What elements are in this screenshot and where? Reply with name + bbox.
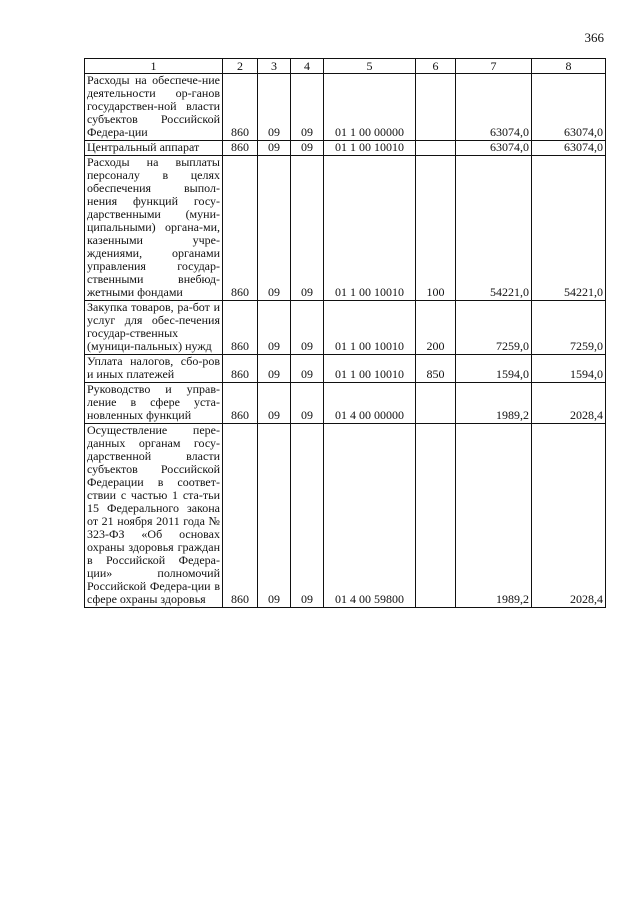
table-row xyxy=(85,383,606,424)
cell-subsection: 09 xyxy=(291,424,324,608)
cell-target-article: 01 1 00 10010 xyxy=(324,141,416,156)
cell-ministry: 860 xyxy=(223,383,258,424)
header-cell: 3 xyxy=(258,59,291,74)
cell-amount-2: 1594,0 xyxy=(532,355,606,383)
cell-amount-2: 2028,4 xyxy=(532,424,606,608)
row-name: Центральный аппарат xyxy=(85,141,223,156)
budget-table xyxy=(84,58,606,608)
cell-amount-2: 7259,0 xyxy=(532,301,606,355)
header-cell: 1 xyxy=(85,59,223,74)
table-row xyxy=(85,424,606,608)
cell-expense-type: 850 xyxy=(416,355,456,383)
cell-amount-1: 1594,0 xyxy=(456,355,532,383)
cell-ministry: 860 xyxy=(223,424,258,608)
table-row xyxy=(85,141,606,156)
cell-amount-1: 63074,0 xyxy=(456,74,532,141)
header-cell: 8 xyxy=(532,59,606,74)
cell-subsection: 09 xyxy=(291,141,324,156)
cell-subsection: 09 xyxy=(291,355,324,383)
header-cell: 2 xyxy=(223,59,258,74)
cell-ministry: 860 xyxy=(223,141,258,156)
header-cell: 5 xyxy=(324,59,416,74)
row-name: Закупка товаров, ра-бот и услуг для обес-печения государ-ственных (муници-пальных) нужд xyxy=(85,301,223,355)
cell-target-article: 01 4 00 00000 xyxy=(324,383,416,424)
cell-expense-type xyxy=(416,383,456,424)
cell-ministry: 860 xyxy=(223,355,258,383)
cell-ministry: 860 xyxy=(223,74,258,141)
row-name: Расходы на выплаты персоналу в целях обеспечения выпол-нения функций госу-дарственными (муни-ципальными) органа-ми, казенными учре-ждениями, органами управления государ-ственными внебюд-жетными фондами xyxy=(85,156,223,301)
cell-ministry: 860 xyxy=(223,301,258,355)
cell-expense-type: 200 xyxy=(416,301,456,355)
cell-section: 09 xyxy=(258,141,291,156)
row-name: Руководство и управ-ление в сфере уста-новленных функций xyxy=(85,383,223,424)
page-number: 366 xyxy=(584,30,604,45)
cell-section: 09 xyxy=(258,383,291,424)
cell-section: 09 xyxy=(258,424,291,608)
table-row xyxy=(85,301,606,355)
row-name: Осуществление пере-данных органам госу-дарственной власти субъектов Российской Федерации в соответ-ствии с частью 1 ста-тьи 15 Федерального закона от 21 ноября 2011 года № 323-ФЗ «Об основах охраны здоровья граждан в Российской Федера-ции» полномочий Российской Федера-ции в сфере охраны здоровья xyxy=(85,424,223,608)
cell-subsection: 09 xyxy=(291,74,324,141)
cell-amount-2: 63074,0 xyxy=(532,74,606,141)
header-cell: 4 xyxy=(291,59,324,74)
cell-ministry: 860 xyxy=(223,156,258,301)
row-name: Расходы на обеспече-ние деятельности ор-ганов государствен-ной власти субъектов Российской Федера-ции xyxy=(85,74,223,141)
cell-amount-1: 1989,2 xyxy=(456,424,532,608)
cell-target-article: 01 4 00 59800 xyxy=(324,424,416,608)
cell-amount-1: 54221,0 xyxy=(456,156,532,301)
cell-section: 09 xyxy=(258,156,291,301)
cell-section: 09 xyxy=(258,355,291,383)
cell-amount-2: 63074,0 xyxy=(532,141,606,156)
cell-amount-1: 63074,0 xyxy=(456,141,532,156)
cell-target-article: 01 1 00 10010 xyxy=(324,301,416,355)
cell-target-article: 01 1 00 10010 xyxy=(324,355,416,383)
cell-subsection: 09 xyxy=(291,301,324,355)
cell-subsection: 09 xyxy=(291,156,324,301)
cell-expense-type xyxy=(416,74,456,141)
cell-target-article: 01 1 00 00000 xyxy=(324,74,416,141)
header-cell: 6 xyxy=(416,59,456,74)
cell-amount-2: 2028,4 xyxy=(532,383,606,424)
cell-section: 09 xyxy=(258,74,291,141)
cell-expense-type xyxy=(416,424,456,608)
header-row xyxy=(85,59,606,74)
header-cell: 7 xyxy=(456,59,532,74)
table-row xyxy=(85,156,606,301)
cell-amount-1: 1989,2 xyxy=(456,383,532,424)
cell-target-article: 01 1 00 10010 xyxy=(324,156,416,301)
row-name: Уплата налогов, сбо-ров и иных платежей xyxy=(85,355,223,383)
cell-expense-type: 100 xyxy=(416,156,456,301)
table-row xyxy=(85,74,606,141)
table-row xyxy=(85,355,606,383)
cell-section: 09 xyxy=(258,301,291,355)
cell-amount-1: 7259,0 xyxy=(456,301,532,355)
cell-expense-type xyxy=(416,141,456,156)
cell-subsection: 09 xyxy=(291,383,324,424)
cell-amount-2: 54221,0 xyxy=(532,156,606,301)
